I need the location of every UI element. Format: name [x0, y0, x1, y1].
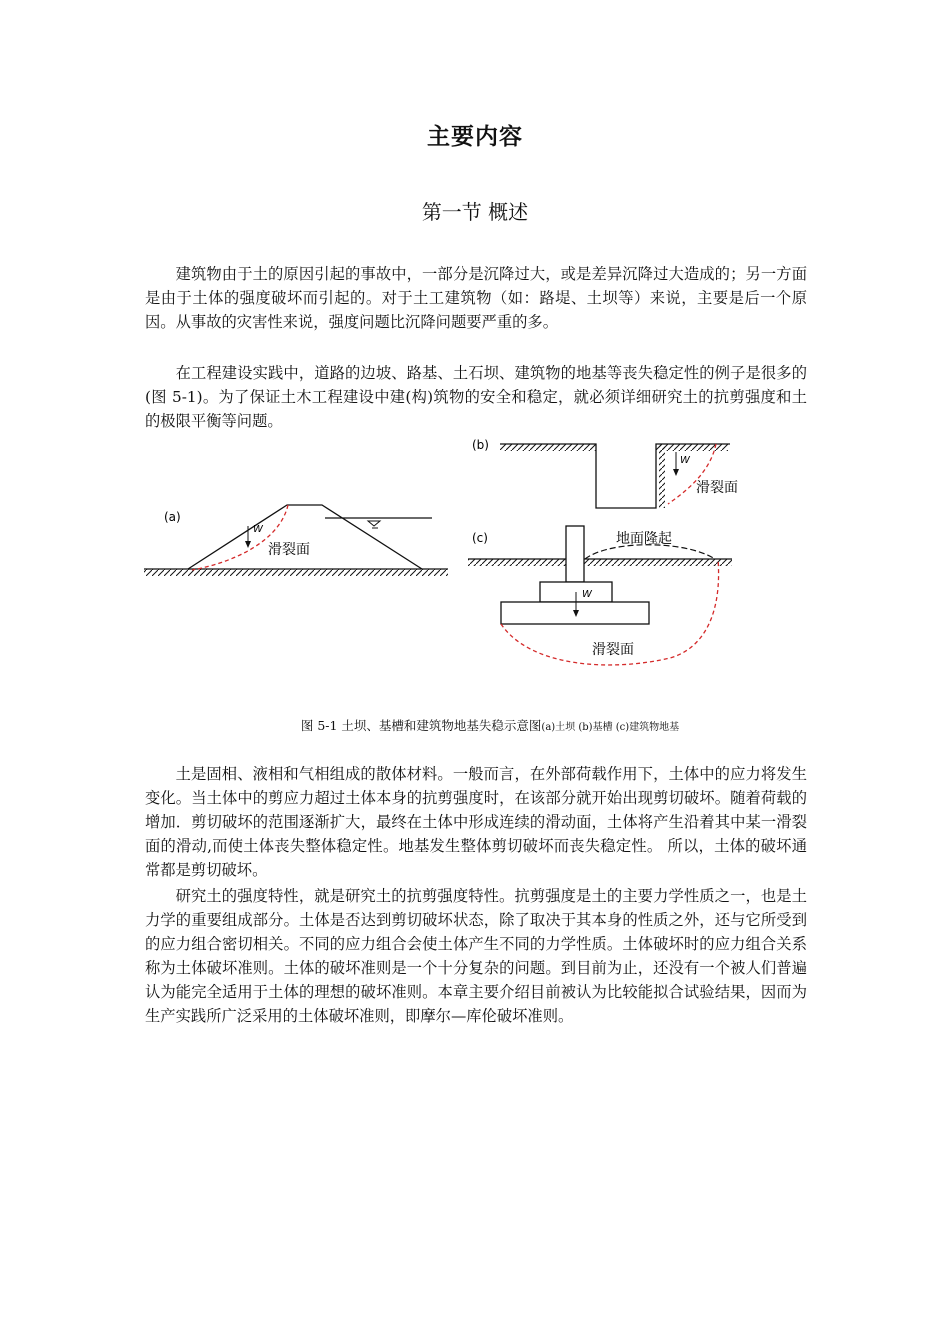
paragraph-examples: 在工程建设实践中，道路的边坡、路基、土石坝、建筑物的地基等丧失稳定性的例子是很多的(图 5-1)。为了保证土木工程建设中建(构)筑物的安全和稳定，就必须详细研究土的抗剪强度和土的极限平衡等问题。	[145, 364, 807, 430]
slip-label-c: 滑裂面	[592, 642, 634, 658]
section-heading: 第一节 概述	[421, 200, 529, 224]
caption-main: 图 5-1 土坝、基槽和建筑物地基失稳示意图	[300, 718, 542, 733]
figure-caption	[0, 716, 950, 734]
trench-outline	[500, 444, 730, 508]
weight-label-a: W	[253, 524, 263, 535]
ground-heave-label: 地面隆起	[616, 531, 672, 547]
building-column	[566, 526, 584, 582]
diagram-c-building-foundation	[468, 526, 732, 665]
figure-diagram	[140, 432, 740, 700]
ground-hatch-b-left	[500, 444, 596, 451]
caption-sub: (a)土坝 (b)基槽 (c)建筑物地基	[541, 722, 680, 733]
diagram-b-trench	[472, 438, 738, 508]
slip-surface-a	[192, 505, 288, 570]
ground-hatch-a	[144, 569, 448, 576]
slip-label-b: 滑裂面	[696, 480, 738, 496]
label-c: (c)	[472, 531, 488, 545]
paragraph-shear-failure: 土是固相、液相和气相组成的散体材料。一般而言，在外部荷载作用下，土体中的应力将发生变化。当土体中的剪应力超过土体本身的抗剪强度时，在该部分就开始出现剪切破坏。随着荷载的增加．剪切破坏的范围逐渐扩大，最终在土体中形成连续的滑动面，土体将产生沿着其中某一滑裂面的滑动,而使土体丧失整体稳定性。地基发生整体剪切破坏而丧失稳定性。 所以，土体的破坏通常都是剪切破坏。	[145, 765, 807, 879]
label-a: (a)	[164, 510, 181, 524]
ground-hatch-c	[468, 559, 732, 566]
slip-label-a: 滑裂面	[268, 542, 310, 558]
paragraph-intro: 建筑物由于土的原因引起的事故中，一部分是沉降过大，或是差异沉降过大造成的；另一方面是由于土体的强度破坏而引起的。对于土工建筑物（如：路堤、土坝等）来说，主要是后一个原因。从事故的灾害性来说，强度问题比沉降问题要严重的多。	[145, 265, 807, 331]
paragraph-failure-criterion: 研究土的强度特性，就是研究土的抗剪强度特性。抗剪强度是土的主要力学性质之一，也是土力学的重要组成部分。土体是否达到剪切破坏状态，除了取决于其本身的性质之外，还与它所受到的应力组合密切相关。不同的应力组合会使土体产生不同的力学性质。土体破坏时的应力组合关系称为土体破坏准则。土体的破坏准则是一个十分复杂的问题。到目前为止，还没有一个被人们普遍认为能完全适用于土体的理想的破坏准则。本章主要介绍目前被认为比较能拟合试验结果，因而为生产实践所广泛采用的土体破坏准则，即摩尔—库伦破坏准则。	[145, 887, 807, 1025]
figure-5-1	[140, 432, 740, 700]
weight-label-b: W	[680, 455, 690, 466]
ground-hatch-b-right	[656, 444, 728, 451]
water-level-icon	[368, 521, 380, 526]
diagram-a-earth-dam	[144, 505, 448, 576]
dam-outline	[188, 505, 422, 569]
weight-label-c: W	[582, 589, 592, 600]
label-b: (b)	[472, 438, 489, 452]
page-title: 主要内容	[427, 124, 523, 150]
